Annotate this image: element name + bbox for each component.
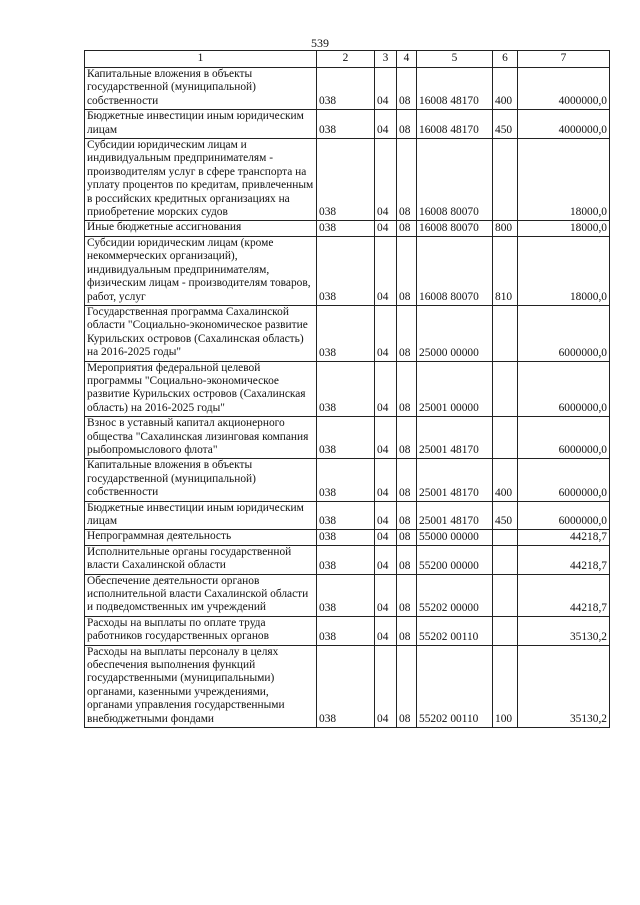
expense-name-cell: Бюджетные инвестиции иным юридическим лицам: [85, 110, 317, 139]
expense-name-cell: Расходы на выплаты по оплате труда работников государственных органов: [85, 616, 317, 645]
target-article-cell: 25001 48170: [417, 501, 493, 530]
amount-cell: 35130,2: [518, 645, 610, 727]
admin-code-cell: 038: [317, 139, 375, 221]
target-article-cell: 16008 80070: [417, 221, 493, 236]
admin-code-cell: 038: [317, 574, 375, 616]
target-article-cell: 16008 80070: [417, 139, 493, 221]
admin-code-cell: 038: [317, 305, 375, 361]
section-cell: 04: [375, 530, 397, 545]
expense-name-cell: Субсидии юридическим лицам и индивидуальным предпринимателям - производителям услуг в сфере транспорта на уплату процентов по кредитам, привлеченным в российских кредитных организациях на приобретение морских судов: [85, 139, 317, 221]
amount-cell: 18000,0: [518, 139, 610, 221]
admin-code-cell: 038: [317, 417, 375, 459]
table-row: [85, 545, 610, 574]
subsection-cell: 08: [397, 139, 417, 221]
subsection-cell: 08: [397, 459, 417, 501]
column-header: 2: [317, 51, 375, 68]
table-row: [85, 530, 610, 545]
subsection-cell: 08: [397, 68, 417, 110]
expense-name-cell: Обеспечение деятельности органов исполнительной власти Сахалинской области и подведомственных им учреждений: [85, 574, 317, 616]
amount-cell: 18000,0: [518, 221, 610, 236]
subsection-cell: 08: [397, 305, 417, 361]
admin-code-cell: 038: [317, 545, 375, 574]
expense-name-cell: Непрограммная деятельность: [85, 530, 317, 545]
expense-type-cell: 400: [493, 459, 518, 501]
admin-code-cell: 038: [317, 459, 375, 501]
section-cell: 04: [375, 139, 397, 221]
expense-type-cell: [493, 417, 518, 459]
table-row: [85, 501, 610, 530]
expense-type-cell: [493, 139, 518, 221]
table-row: [85, 361, 610, 417]
column-header: 3: [375, 51, 397, 68]
expense-type-cell: 450: [493, 501, 518, 530]
amount-cell: 6000000,0: [518, 361, 610, 417]
table-row: [85, 417, 610, 459]
column-header: 7: [518, 51, 610, 68]
section-cell: 04: [375, 545, 397, 574]
expense-name-cell: Субсидии юридическим лицам (кроме некоммерческих организаций), индивидуальным предпринимателям, физическим лицам - производителям товаров, работ, услуг: [85, 236, 317, 305]
section-cell: 04: [375, 574, 397, 616]
admin-code-cell: 038: [317, 68, 375, 110]
section-cell: 04: [375, 110, 397, 139]
expense-type-cell: [493, 616, 518, 645]
column-header: 1: [85, 51, 317, 68]
subsection-cell: 08: [397, 530, 417, 545]
expense-type-cell: 450: [493, 110, 518, 139]
table-row: [85, 236, 610, 305]
admin-code-cell: 038: [317, 236, 375, 305]
admin-code-cell: 038: [317, 110, 375, 139]
expense-name-cell: Исполнительные органы государственной власти Сахалинской области: [85, 545, 317, 574]
expense-type-cell: [493, 574, 518, 616]
expense-name-cell: Взнос в уставный капитал акционерного общества "Сахалинская лизинговая компания рыбопромыслового флота": [85, 417, 317, 459]
target-article-cell: 25001 00000: [417, 361, 493, 417]
admin-code-cell: 038: [317, 361, 375, 417]
admin-code-cell: 038: [317, 645, 375, 727]
admin-code-cell: 038: [317, 221, 375, 236]
expense-name-cell: Расходы на выплаты персоналу в целях обеспечения выполнения функций государственными (муниципальными) органами, казенными учреждениями, органами управления государственными внебюджетными фондами: [85, 645, 317, 727]
target-article-cell: 55202 00110: [417, 645, 493, 727]
admin-code-cell: 038: [317, 501, 375, 530]
expense-type-cell: [493, 530, 518, 545]
table-header-row: [85, 51, 610, 68]
target-article-cell: 55202 00110: [417, 616, 493, 645]
section-cell: 04: [375, 616, 397, 645]
target-article-cell: 55202 00000: [417, 574, 493, 616]
amount-cell: 4000000,0: [518, 110, 610, 139]
budget-table: [84, 50, 610, 728]
expense-type-cell: [493, 305, 518, 361]
table-row: [85, 459, 610, 501]
subsection-cell: 08: [397, 501, 417, 530]
expense-type-cell: 100: [493, 645, 518, 727]
section-cell: 04: [375, 501, 397, 530]
target-article-cell: 55000 00000: [417, 530, 493, 545]
section-cell: 04: [375, 68, 397, 110]
table-row: [85, 574, 610, 616]
column-header: 4: [397, 51, 417, 68]
table-row: [85, 110, 610, 139]
target-article-cell: 55200 00000: [417, 545, 493, 574]
section-cell: 04: [375, 361, 397, 417]
amount-cell: 44218,7: [518, 574, 610, 616]
section-cell: 04: [375, 417, 397, 459]
subsection-cell: 08: [397, 361, 417, 417]
expense-type-cell: [493, 545, 518, 574]
amount-cell: 6000000,0: [518, 501, 610, 530]
target-article-cell: 16008 48170: [417, 68, 493, 110]
subsection-cell: 08: [397, 616, 417, 645]
expense-name-cell: Мероприятия федеральной целевой программы "Социально-экономическое развитие Курильских островов (Сахалинская область) на 2016-2025 годы": [85, 361, 317, 417]
target-article-cell: 25001 48170: [417, 459, 493, 501]
table-row: [85, 616, 610, 645]
amount-cell: 44218,7: [518, 545, 610, 574]
subsection-cell: 08: [397, 110, 417, 139]
target-article-cell: 25001 48170: [417, 417, 493, 459]
expense-name-cell: Государственная программа Сахалинской области "Социально-экономическое развитие Курильских островов (Сахалинская область) на 2016-2025 годы": [85, 305, 317, 361]
table-row: [85, 68, 610, 110]
expense-name-cell: Капитальные вложения в объекты государственной (муниципальной) собственности: [85, 459, 317, 501]
subsection-cell: 08: [397, 545, 417, 574]
admin-code-cell: 038: [317, 616, 375, 645]
expense-name-cell: Иные бюджетные ассигнования: [85, 221, 317, 236]
expense-type-cell: 400: [493, 68, 518, 110]
table-row: [85, 645, 610, 727]
amount-cell: 35130,2: [518, 616, 610, 645]
table-row: [85, 139, 610, 221]
amount-cell: 18000,0: [518, 236, 610, 305]
admin-code-cell: 038: [317, 530, 375, 545]
expense-type-cell: 810: [493, 236, 518, 305]
subsection-cell: 08: [397, 236, 417, 305]
subsection-cell: 08: [397, 221, 417, 236]
amount-cell: 44218,7: [518, 530, 610, 545]
amount-cell: 6000000,0: [518, 417, 610, 459]
section-cell: 04: [375, 645, 397, 727]
page-number: 539: [311, 36, 329, 50]
target-article-cell: 25000 00000: [417, 305, 493, 361]
section-cell: 04: [375, 236, 397, 305]
amount-cell: 4000000,0: [518, 68, 610, 110]
table-row: [85, 221, 610, 236]
amount-cell: 6000000,0: [518, 305, 610, 361]
target-article-cell: 16008 80070: [417, 236, 493, 305]
subsection-cell: 08: [397, 574, 417, 616]
section-cell: 04: [375, 459, 397, 501]
column-header: 6: [493, 51, 518, 68]
expense-name-cell: Бюджетные инвестиции иным юридическим лицам: [85, 501, 317, 530]
section-cell: 04: [375, 305, 397, 361]
subsection-cell: 08: [397, 417, 417, 459]
expense-name-cell: Капитальные вложения в объекты государственной (муниципальной) собственности: [85, 68, 317, 110]
subsection-cell: 08: [397, 645, 417, 727]
section-cell: 04: [375, 221, 397, 236]
column-header: 5: [417, 51, 493, 68]
expense-type-cell: [493, 361, 518, 417]
table-row: [85, 305, 610, 361]
amount-cell: 6000000,0: [518, 459, 610, 501]
expense-type-cell: 800: [493, 221, 518, 236]
target-article-cell: 16008 48170: [417, 110, 493, 139]
